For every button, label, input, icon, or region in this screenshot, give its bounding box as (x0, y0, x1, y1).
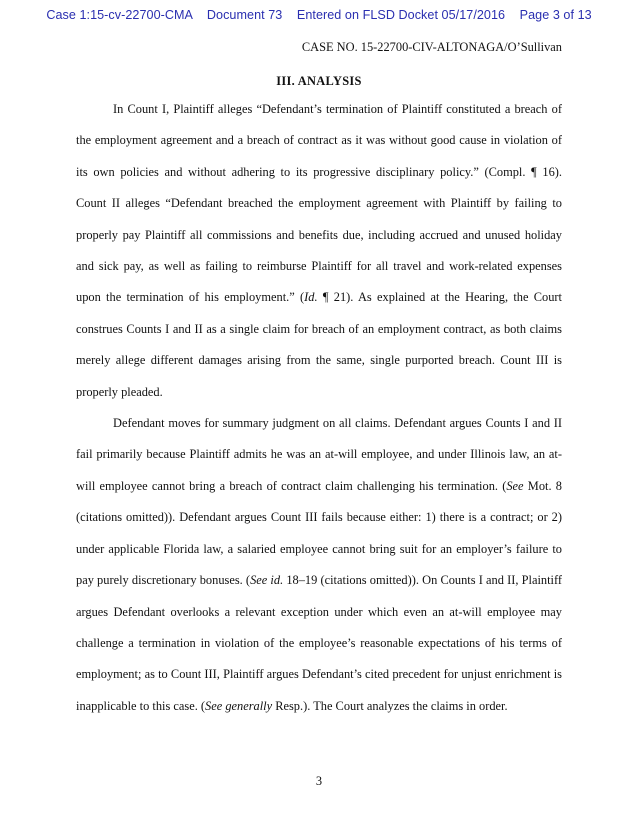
docket-entered: Entered on FLSD Docket 05/17/2016 (296, 8, 506, 22)
paragraph-1: In Count I, Plaintiff alleges “Defendant’s termination of Plaintiff constituted a breach of the employment agreement and a breach of contract as it was without good cause in violation of its own policies and without adhering to its progressive disciplinary policy.” (Compl. ¶ 16). Count II alleges “Defendant breached the employment agreement with Plaintiff by failing to properly pay Plaintiff all commissions and benefits due, including accrued and unused holiday and sick pay, as well as failing to reimburse Plaintiff for all travel and work-related expenses upon the termination of his employment.” (Id. ¶ 21). As explained at the Hearing, the Court construes Counts I and II as a single claim for breach of an employment contract, as both claims merely allege different damages arising from the same, single purported breach. Count III is properly pleaded. (76, 102, 562, 399)
docket-case: Case 1:15-cv-22700-CMA (46, 8, 193, 22)
docket-page: Page 3 of 13 (519, 8, 592, 22)
section-heading: III. ANALYSIS (276, 74, 362, 88)
body-text (76, 94, 562, 722)
docket-document: Document 73 (206, 8, 283, 22)
page-number: 3 (315, 774, 323, 788)
docket-header (0, 8, 638, 22)
case-number: CASE NO. 15-22700-CIV-ALTONAGA/O’Sullivan (301, 40, 562, 54)
paragraph-2: Defendant moves for summary judgment on all claims. Defendant argues Counts I and II fail primarily because Plaintiff admits he was an at-will employee, and under Illinois law, an at-will employee cannot bring a breach of contract claim challenging his termination. (See Mot. 8 (citations omitted)). Defendant argues Count III fails because either: 1) there is a contract; or 2) under applicable Florida law, a salaried employee cannot bring suit for an employer’s failure to pay purely discretionary bonuses. (See id. 18–19 (citations omitted)). On Counts I and II, Plaintiff argues Defendant overlooks a relevant exception under which even an at-will employee may challenge a termination in violation of the employee’s reasonable expectations of his terms of employment; as to Count III, Plaintiff argues Defendant’s cited precedent for unjust enrichment is inapplicable to this case. (See generally Resp.). The Court analyzes the claims in order. (76, 416, 563, 713)
